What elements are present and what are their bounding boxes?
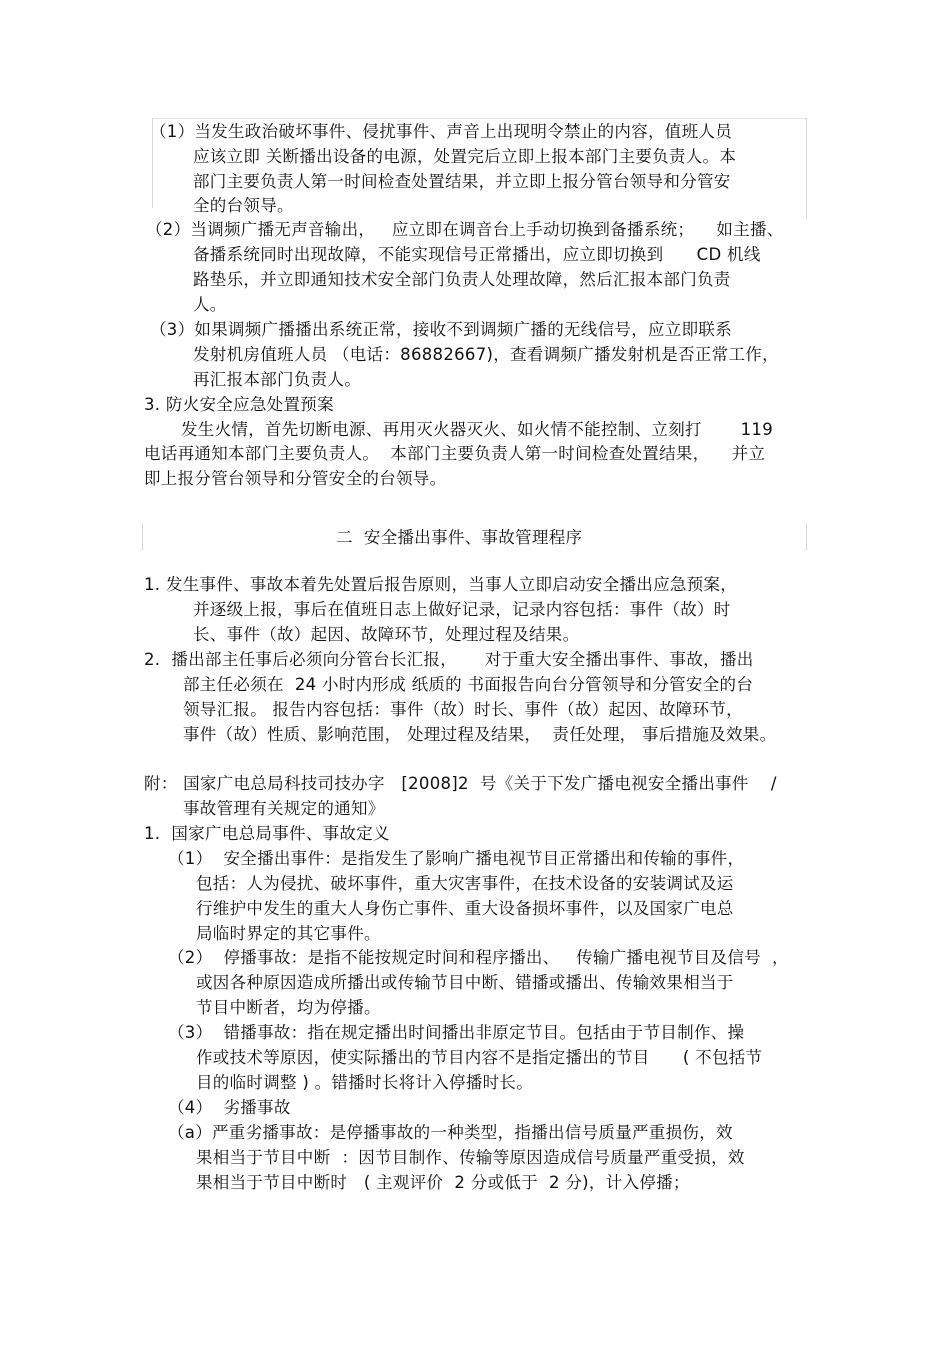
border-line-right-top: [806, 118, 807, 218]
text-line: 1. 国家广电总局事件、事故定义: [144, 824, 390, 843]
text-line: 电话再通知本部门主要负责人。 本部门主要负责人第一时间检查处置结果， 并立: [144, 444, 766, 463]
text-line: （2）当调频广播无声音输出， 应立即在调音台上手动切换到备播系统； 如主播、: [146, 220, 784, 239]
text-line: （1） 安全播出事件：是指发生了影响广播电视节目正常播出和传输的事件，: [168, 849, 745, 868]
text-line: 再汇报本部门负责人。: [193, 370, 361, 389]
text-line: 果相当于节目中断时 ( 主观评价 2 分或低于 2 分)，计入停播；: [196, 1173, 690, 1192]
border-line-right-heading: [806, 524, 807, 550]
text-line: 事件（故）性质、影响范围， 处理过程及结果， 责任处理， 事后措施及效果。: [183, 725, 777, 744]
text-line: 目的临时调整 ) 。错播时长将计入停播时长。: [196, 1073, 534, 1092]
section-heading: 二 安全播出事件、事故管理程序: [336, 528, 583, 547]
text-line: 即上报分管台领导和分管安全的台领导。: [144, 469, 447, 488]
text-line: 长、事件（故）起因、故障环节，处理过程及结果。: [193, 625, 580, 644]
text-line: 发射机房值班人员 （电话：86882667)，查看调频广播发射机是否正常工作，: [193, 345, 779, 364]
text-line: 行维护中发生的重大人身伤亡事件、重大设备损坏事件，以及国家广电总: [196, 899, 734, 918]
text-line: 或因各种原因造成所播出或传输节目中断、错播或播出、传输效果相当于: [196, 973, 734, 992]
text-line: （2） 停播事故：是指不能按规定时间和程序播出、 传输广播电视节目及信号 ，: [168, 948, 789, 967]
text-line: 2. 播出部主任事后必须向分管台长汇报， 对于重大安全播出事件、事故，播出: [144, 650, 754, 669]
border-line-top: [152, 118, 806, 119]
text-line: 1. 发生事件、事故本着先处置后报告原则，当事人立即启动安全播出应急预案，: [144, 575, 738, 594]
text-line: （4） 劣播事故: [168, 1098, 291, 1117]
appendix-heading: 附： 国家广电总局科技司技办字 [2008]2 号《关于下发广播电视安全播出事件 /: [144, 774, 777, 793]
text-line: 应该立即 关断播出设备的电源，处置完后立即上报本部门主要负责人。本: [193, 147, 737, 166]
fire-plan-heading: 3. 防火安全应急处置预案: [144, 395, 334, 414]
text-line: （3） 错播事故：指在规定播出时间播出非原定节目。包括由于节目制作、操: [168, 1023, 745, 1042]
text-line: 领导汇报。 报告内容包括：事件（故）时长、事件（故）起因、故障环节，: [183, 700, 743, 719]
text-line: 并逐级上报，事后在值班日志上做好记录，记录内容包括：事件（故）时: [193, 600, 731, 619]
text-line: 包括：人为侵扰、破坏事件，重大灾害事件，在技术设备的安装调试及运: [196, 874, 734, 893]
text-line: 路垫乐，并立即通知技术安全部门负责人处理故障，然后汇报本部门负责: [193, 270, 731, 289]
text-line: 全的台领导。: [193, 196, 294, 215]
text-line: （a）严重劣播事故：是停播事故的一种类型，指播出信号质量严重损伤，效: [168, 1123, 733, 1142]
text-line: 备播系统同时出现故障，不能实现信号正常播出，应立即切换到 CD 机线: [193, 245, 761, 264]
text-line: 事故管理有关规定的通知》: [183, 799, 385, 818]
text-line: 人。: [193, 295, 227, 314]
text-line: 果相当于节目中断 ：因节目制作、传输等原因造成信号质量严重受损，效: [196, 1148, 745, 1167]
border-line-left-heading: [142, 524, 143, 550]
text-line: （3）如果调频广播播出系统正常，接收不到调频广播的无线信号，应立即联系: [150, 320, 732, 339]
text-line: 作或技术等原因，使实际播出的节目内容不是指定播出的节目 ( 不包括节: [196, 1048, 763, 1067]
text-line: 局临时界定的其它事件。: [196, 924, 381, 943]
text-line: （1）当发生政治破坏事件、侵扰事件、声音上出现明令禁止的内容，值班人员: [150, 122, 732, 141]
text-line: 发生火情，首先切断电源、再用灭火器灭火、如火情不能控制、立刻打 119: [181, 420, 774, 439]
text-line: 部主任必须在 24 小时内形成 纸质的 书面报告向台分管领导和分管安全的台: [183, 675, 754, 694]
text-line: 节目中断者，均为停播。: [196, 998, 381, 1017]
text-line: 部门主要负责人第一时间检查处置结果，并立即上报分管台领导和分管安: [193, 172, 731, 191]
